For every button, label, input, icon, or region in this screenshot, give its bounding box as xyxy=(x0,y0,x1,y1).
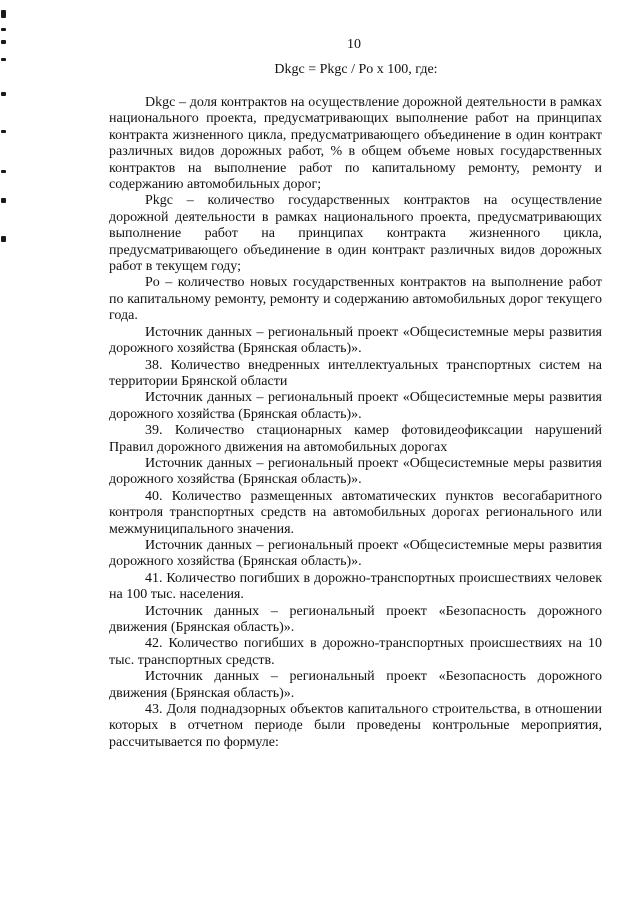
scan-mark xyxy=(1,236,6,242)
paragraph-data-source: Источник данных – региональный проект «Общесистемные меры развития дорожного хозяйства (Брянская область)». xyxy=(109,324,602,357)
paragraph-item-41: 41. Количество погибших в дорожно-транспортных происшествиях человек на 100 тыс. населения. xyxy=(109,570,602,603)
formula: Dkgc = Pkgc / Po x 100, где: xyxy=(274,62,438,77)
paragraph-data-source: Источник данных – региональный проект «Общесистемные меры развития дорожного хозяйства (Брянская область)». xyxy=(109,537,602,570)
paragraph-item-42: 42. Количество погибших в дорожно-транспортных происшествиях на 10 тыс. транспортных средств. xyxy=(109,636,602,668)
scan-mark xyxy=(1,28,6,31)
paragraph-item-43: 43. Доля поднадзорных объектов капитального строительства, в отношении которых в отчетном периоде были проведены контрольные мероприятия, рассчитывается по формуле: xyxy=(109,702,602,750)
paragraph-po-definition: Po – количество новых государственных контрактов на выполнение работ по капитальному ремонту, ремонту и содержанию автомобильных дорог текущего года. xyxy=(109,275,602,324)
scan-mark xyxy=(1,58,6,61)
paragraph-item-39: 39. Количество стационарных камер фотовидеофиксации нарушений Правил дорожного движения на автомобильных дорогах xyxy=(109,423,602,455)
scan-mark xyxy=(1,40,6,44)
page-number: 10 xyxy=(347,37,361,52)
scan-mark xyxy=(1,198,6,203)
document-body xyxy=(109,95,602,751)
paragraph-pkgc-definition: Pkgc – количество государственных контрактов на осуществление дорожной деятельности в рамках национального проекта, предусматривающих выполнение работ на принципах контракта жизненного цикла, предусматривающего объединение в один контракт различных видов дорожных работ в текущем году; xyxy=(109,193,602,275)
scan-mark xyxy=(1,92,6,96)
paragraph-data-source: Источник данных – региональный проект «Безопасность дорожного движения (Брянская область)». xyxy=(109,603,602,635)
paragraph-item-38: 38. Количество внедренных интеллектуальных транспортных систем на территории Брянской области xyxy=(109,357,602,389)
paragraph-data-source: Источник данных – региональный проект «Общесистемные меры развития дорожного хозяйства (Брянская область)». xyxy=(109,390,602,422)
paragraph-item-40: 40. Количество размещенных автоматических пунктов весогабаритного контроля транспортных средств на автомобильных дорогах регионального или межмуниципального значения. xyxy=(109,488,602,537)
scan-mark xyxy=(1,130,6,133)
scan-mark xyxy=(1,170,6,173)
scan-mark xyxy=(1,10,6,18)
paragraph-dkgc-definition: Dkgc – доля контрактов на осуществление дорожной деятельности в рамках национального проекта, предусматривающих выполнение работ на принципах контракта жизненного цикла, предусматривающего объединение в один контракт различных видов дорожных работ, % в общем объеме новых государственных контрактов на выполнение работ по капитальному ремонту, ремонту и содержанию автомобильных дорог; xyxy=(109,95,602,193)
paragraph-data-source: Источник данных – региональный проект «Безопасность дорожного движения (Брянская область)». xyxy=(109,669,602,701)
scan-edge-marks xyxy=(0,0,8,905)
paragraph-data-source: Источник данных – региональный проект «Общесистемные меры развития дорожного хозяйства (Брянская область)». xyxy=(109,455,602,488)
